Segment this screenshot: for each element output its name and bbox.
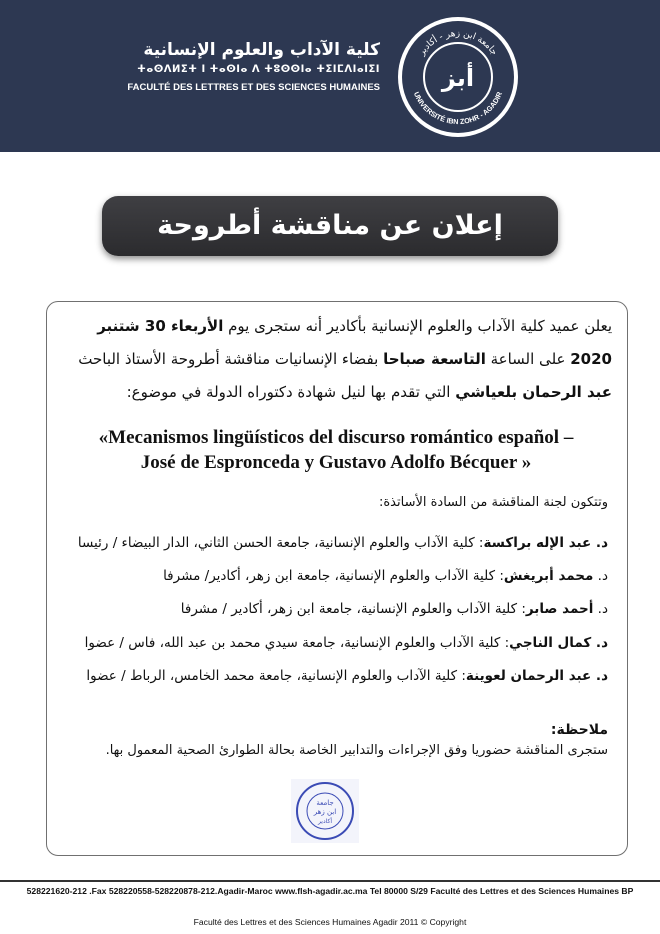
announcement-line-3-text: التي تقدم بها لنيل شهادة دكتوراه الدولة في موضوع: [126, 383, 456, 401]
member-details: : كلية الآداب والعلوم الإنسانية، جامعة محمد الخامس، الرباط / عضوا [86, 668, 466, 684]
faculty-name-arabic: كلية الآداب والعلوم الإنسانية [143, 40, 380, 60]
faculty-name-tifinagh: ⵜⴰⵙⴷⵍⵉⵜ ⵏ ⵜⴰⵙⵏⴰ ⴷ ⵜⵓⵙⵙⵏⴰ ⵜⵉⵏⵎⴷⵏⴰⵏⵉⵏ [137, 64, 380, 75]
member-details: : كلية الآداب والعلوم الإنسانية، جامعة ابن زهر، أكادير / مشرفا [180, 601, 526, 617]
member-name: عبد الرحمان لعوينة [465, 668, 592, 684]
member-details: : كلية الآداب والعلوم الإنسانية، جامعة سيدي محمد بن عبد الله، فاس / عضوا [84, 635, 510, 651]
committee-member [78, 535, 608, 551]
announcement-line-1 [97, 317, 612, 335]
thesis-title-line-1: «Mecanismos lingüísticos del discurso romántico español – [98, 427, 574, 448]
stamp-line-2: ابن زهر [313, 808, 337, 816]
note-text: ستجرى المناقشة حضوريا وفق الإجراءات والتدابير الخاصة بحالة الطوارئ الصحية المعمول بها. [105, 743, 608, 758]
candidate-name: عبد الرحمان بلعياشي [455, 383, 612, 401]
announcement-line-2-text-a: على الساعة [485, 350, 571, 368]
university-stamp [290, 778, 360, 844]
announcement-line-1-text: يعلن عميد كلية الآداب والعلوم الإنسانية بأكادير أنه ستجرى يوم [223, 317, 612, 335]
member-name: كمال الناجي [509, 635, 592, 651]
stamp-line-1: جامعة [316, 799, 334, 807]
member-prefix: د. [593, 601, 608, 617]
member-name: أحمد صابر [525, 601, 594, 617]
footer-contact: 528221620-212 .Fax 528220558-528220878-212.Agadir-Maroc www.flsh-agadir.ac.ma Tel 80000 S/29 Faculté des Lettres et des Sciences Humaines BP [26, 886, 634, 896]
member-name: عبد الإله براكسة [483, 535, 592, 551]
member-details: : كلية الآداب والعلوم الإنسانية، جامعة الحسن الثاني، الدار البيضاء / رئيسا [77, 535, 484, 551]
logo-monogram: أبز [441, 64, 475, 92]
header-banner [0, 0, 660, 152]
announcement-title: إعلان عن مناقشة أطروحة الدكتوراه [102, 196, 558, 256]
defense-time: التاسعة صباحا [383, 350, 486, 368]
member-name: محمد أبريغش [503, 568, 594, 584]
faculty-name-french: FACULTÉ DES LETTRES ET DES SCIENCES HUMAINES [127, 82, 380, 93]
member-prefix: د. [591, 535, 608, 551]
announcement-line-2-text-b: بفضاء الإنسانيات مناقشة أطروحة الأستاذ الباحث [78, 350, 384, 368]
footer-divider [0, 880, 660, 882]
member-prefix: د. [591, 668, 608, 684]
defense-date: الأربعاء 30 شتنبر [97, 317, 224, 335]
committee-member [163, 568, 608, 584]
stamp-line-3: أكادير [317, 818, 333, 825]
member-details: : كلية الآداب والعلوم الإنسانية، جامعة ابن زهر، أكادير/ مشرفا [163, 568, 504, 584]
announcement-line-2 [78, 350, 612, 368]
member-prefix: د. [593, 568, 608, 584]
university-logo [395, 14, 521, 140]
committee-intro: وتتكون لجنة المناقشة من السادة الأساتذة: [378, 495, 608, 510]
member-prefix: د. [591, 635, 608, 651]
logo-bottom-text: UNIVERSITÉ IBN ZOHR - AGADIR [411, 90, 505, 127]
announcement-line-3 [127, 383, 612, 401]
committee-member [85, 635, 608, 651]
footer-copyright: Faculté des Lettres et des Sciences Humaines Agadir 2011 © Copyright [193, 917, 467, 927]
committee-member [181, 601, 608, 617]
defense-year: 2020 [570, 350, 612, 368]
thesis-title-line-2: José de Espronceda y Gustavo Adolfo Bécquer » [140, 452, 532, 473]
committee-member [86, 668, 608, 684]
logo-top-text: جامعة ابن زهر - أكادير [417, 28, 499, 58]
note-label: ملاحظة: [550, 722, 608, 738]
